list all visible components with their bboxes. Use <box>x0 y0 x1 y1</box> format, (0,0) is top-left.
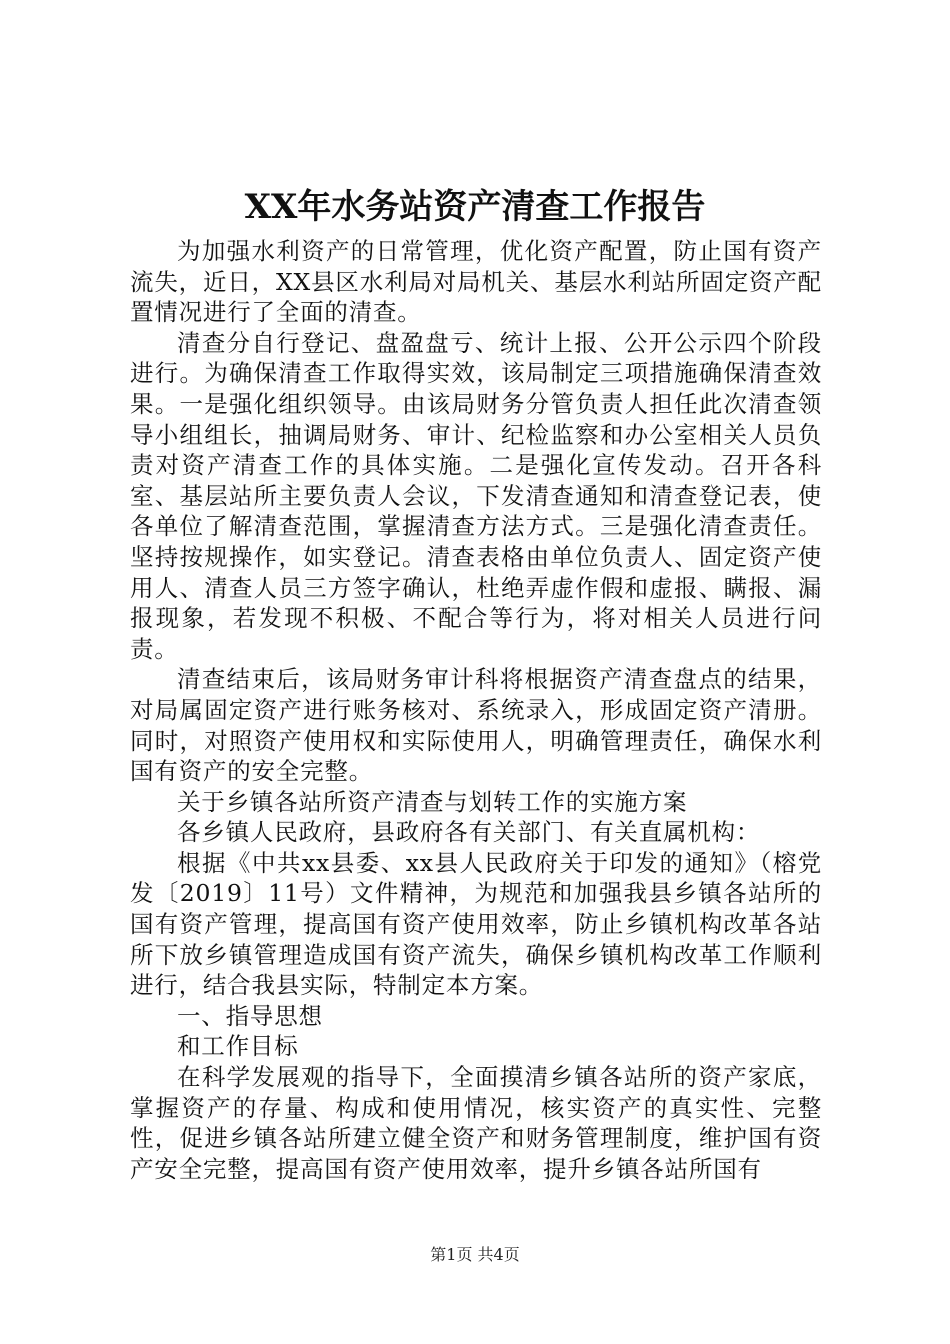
paragraph-heading-goals: 和工作目标 <box>177 1032 299 1061</box>
paragraph-intro: 为加强水利资产的日常管理，优化资产配置，防止国有资产流失，近日，XX县区水利局对局机关、基层水利站所固定资产配置情况进行了全面的清查。 <box>130 237 822 327</box>
paragraph-measures: 清查分自行登记、盘盈盘亏、统计上报、公开公示四个阶段进行。为确保清查工作取得实效，该局制定三项措施确保清查效果。一是强化组织领导。由该局财务分管负责人担任此次清查领导小组组长，抽调局财务、审计、纪检监察和办公室相关人员负责对资产清查工作的具体实施。二是强化宣传发动。召开各科室、基层站所主要负责人会议，下发清查通知和清查登记表，使各单位了解清查范围，掌握清查方法方式。三是强化清查责任。坚持按规操作，如实登记。清查表格由单位负责人、固定资产使用人、清查人员三方签字确认，杜绝弄虚作假和虚报、瞒报、漏报现象，若发现不积极、不配合等行为，将对相关人员进行问责。 <box>130 328 822 663</box>
paragraph-goals: 在科学发展观的指导下，全面摸清乡镇各站所的资产家底，掌握资产的存量、构成和使用情况，核实资产的真实性、完整性，促进乡镇各站所建立健全资产和财务管理制度，维护国有资产安全完整，提高国有资产使用效率，提升乡镇各站所国有 <box>130 1063 822 1183</box>
paragraph-conclusion: 清查结束后，该局财务审计科将根据资产清查盘点的结果，对局属固定资产进行账务核对、系统录入，形成固定资产清册。同时，对照资产使用权和实际使用人，明确管理责任，确保水利国有资产的安全完整。 <box>130 665 822 786</box>
page-footer: 第1页 共4页 <box>430 1245 520 1264</box>
paragraph-heading-guidance: 一、指导思想 <box>177 1001 323 1030</box>
document-body <box>130 236 822 1184</box>
paragraph-plan-title: 关于乡镇各站所资产清查与划转工作的实施方案 <box>177 787 688 816</box>
paragraph-addressee: 各乡镇人民政府，县政府各有关部门、有关直属机构： <box>177 818 761 847</box>
document-title: XX年水务站资产清查工作报告 <box>244 187 706 227</box>
paragraph-basis: 根据《中共xx县委、xx县人民政府关于印发的通知》（榕党发〔2019〕11号）文件精神，为规范和加强我县乡镇各站所的国有资产管理，提高国有资产使用效率，防止乡镇机构改革各站所下放乡镇管理造成国有资产流失，确保乡镇机构改革工作顺利进行，结合我县实际，特制定本方案。 <box>130 848 822 1000</box>
